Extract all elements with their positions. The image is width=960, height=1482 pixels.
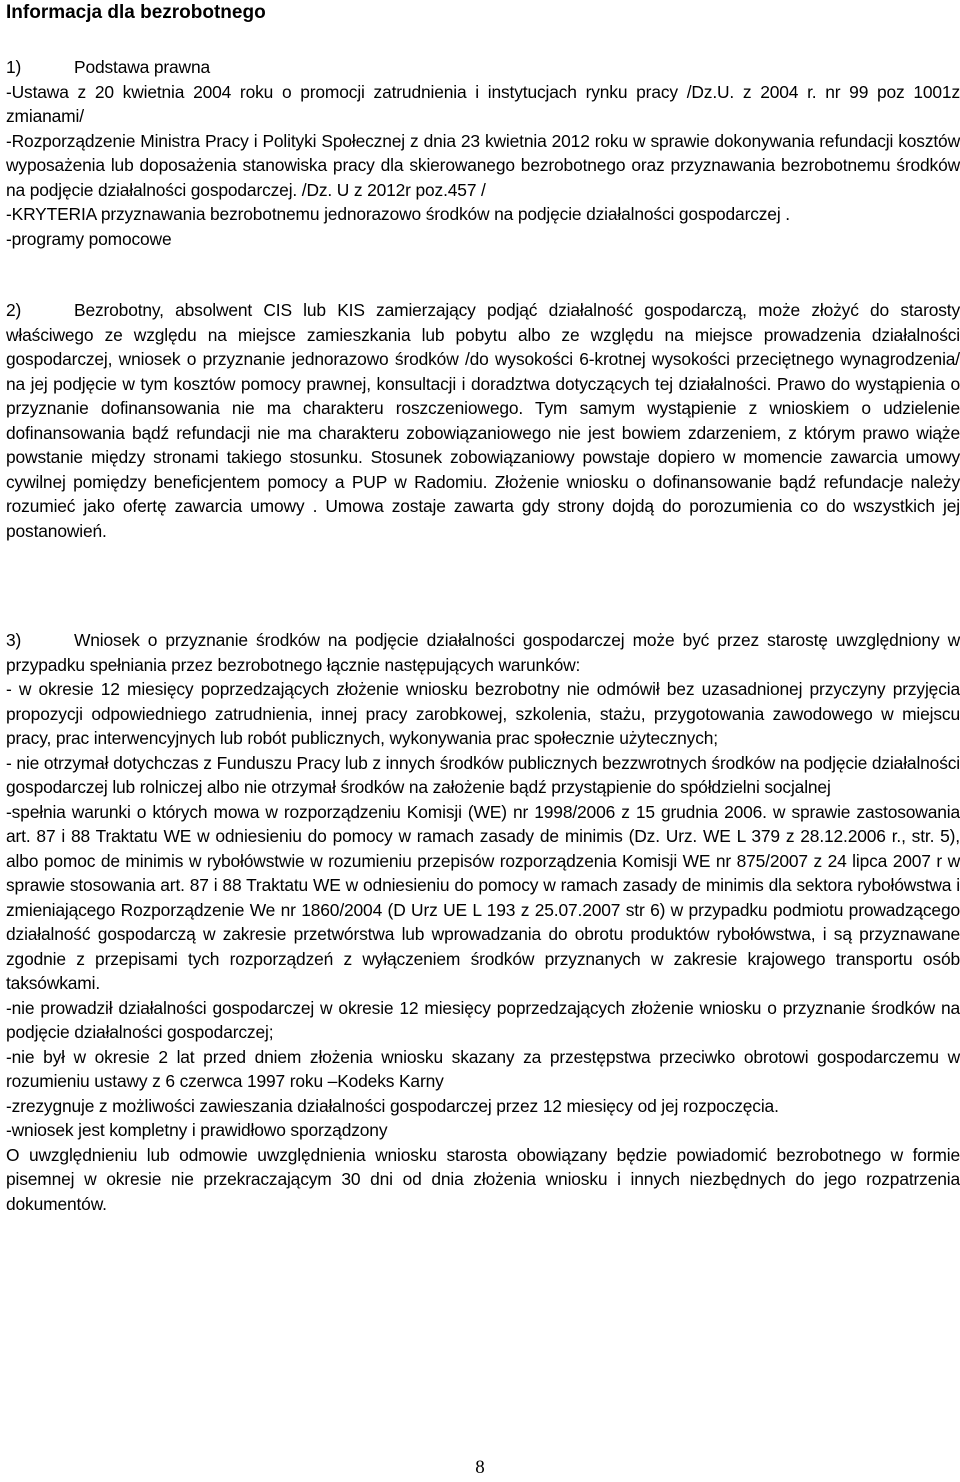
section-2-paragraph	[6, 298, 960, 543]
section-eligibility	[6, 298, 960, 543]
condition-item: -nie prowadził działalności gospodarczej w okresie 12 miesięcy poprzedzających złożenie wniosku o przyznanie środków na podjęcie działalności gospodarczej;	[6, 997, 960, 1042]
section-legal-basis	[6, 55, 960, 251]
section-1-number: 1)	[6, 57, 22, 77]
document-title: Informacja dla bezrobotnego	[6, 2, 266, 23]
section-1-heading-line	[6, 55, 960, 80]
condition-item: - nie otrzymał dotychczas z Funduszu Pracy lub z innych środków publicznych bezzwrotnych środków na podjęcie działalności gospodarczej lub rolniczej albo nie otrzymał środków na założenie bądź przystąpienie do spółdzielni socjalnej	[6, 752, 960, 797]
section-3-number: 3)	[6, 630, 22, 650]
condition-item: -nie był w okresie 2 lat przed dniem złożenia wniosku skazany za przestępstwa przeciwko obrotowi gospodarczemu w rozumieniu ustawy z 6 czerwca 1997 roku –Kodeks Karny	[6, 1046, 960, 1091]
page-number: 8	[475, 1457, 485, 1478]
section-conditions	[6, 628, 960, 1216]
section-2-number: 2)	[6, 300, 22, 320]
legal-basis-item: -KRYTERIA przyznawania bezrobotnemu jednorazowo środków na podjęcie działalności gospodarczej .	[6, 204, 790, 224]
section-3-intro: Wniosek o przyznanie środków na podjęcie działalności gospodarczej może być przez starostę uwzględniony w przypadku spełniania przez bezrobotnego łącznie następujących warunków:	[6, 630, 960, 675]
section-1-heading: Podstawa prawna	[74, 57, 210, 77]
condition-item: -spełnia warunki o których mowa w rozporządzeniu Komisji (WE) nr 1998/2006 z 15 grudnia 2006. w sprawie zastosowania art. 87 i 88 Traktatu WE w odniesieniu do pomocy w ramach zasady de minimis (Dz. Urz. WE L 379 z 28.12.2006 r., str. 5), albo pomoc de minimis w rybołówstwie w rozumieniu przepisów rozporządzenia Komisji WE nr 875/2007 z 24 lipca 2007 r w sprawie stosowania art. 87 i 88 Traktatu WE w odniesieniu do pomocy w ramach zasady de minimis dla sektora rybołówstwa i zmieniającego Rozporządzenie We nr 1860/2004 (D Urz UE L 193 z 25.07.2007 str 6) w przypadku podmiotu prowadzącego działalność gospodarczą w zakresie przetwórstwa lub wprowadzania do obrotu produktów rybołówstwa, i są przyznawane zgodnie z przepisami tych rozporządzeń z wyłączeniem środków przyznanych w zakresie krajowego transportu osób taksówkami.	[6, 801, 960, 993]
closing-paragraph: O uwzględnieniu lub odmowie uwzględnienia wniosku starosta obowiązany będzie powiadomić bezrobotnego w formie pisemnej w okresie nie przekraczającym 30 dni od dnia złożenia wniosku i innych niezbędnych do jego rozpatrzenia dokumentów.	[6, 1144, 960, 1214]
section-3-intro-paragraph	[6, 628, 960, 677]
condition-item: -zrezygnuje z możliwości zawieszania działalności gospodarczej przez 12 miesięcy od jej rozpoczęcia.	[6, 1095, 779, 1116]
condition-item: - w okresie 12 miesięcy poprzedzających złożenie wniosku bezrobotny nie odmówił bez uzasadnionej przyczyny przyjęcia propozycji odpowiedniego zatrudnienia, innej pracy zarobkowej, szkolenia, stażu, przygotowania zawodowego w miejscu pracy, prac interwencyjnych lub robót publicznych, wykonywania prac społecznie użytecznych;	[6, 679, 960, 748]
condition-item: -wniosek jest kompletny i prawidłowo sporządzony	[6, 1120, 388, 1140]
section-2-text: Bezrobotny, absolwent CIS lub KIS zamierzający podjąć działalność gospodarczą, może złożyć do starosty właściwego ze względu na miejsce zamieszkania lub pobytu albo ze względu na miejsce prowadzenia działalności gospodarczej, wniosek o przyznanie jednorazowo środków /do wysokości 6-krotnej wysokości przeciętnego wynagrodzenia/ na jej podjęcie w tym kosztów pomocy prawnej, konsultacji i doradztwa dotyczących tej działalności. Prawo do wystąpienia o przyznanie dofinansowania nie ma charakteru roszczeniowego. Tym samym wystąpienie z wnioskiem o udzielenie dofinansowania bądź refundacji nie ma charakteru zobowiązaniowego nie jest bowiem zdarzeniem, z którym prawo wiąże powstanie między stronami takiego stosunku. Stosunek zobowiązaniowy powstaje dopiero w momencie zawarcia umowy cywilnej pomiędzy beneficjentem pomocy a PUP w Radomiu. Złożenie wniosku o dofinansowanie bądź refundacje należy rozumieć jako ofertę zawarcia umowy . Umowa zostaje zawarta gdy strony dojdą do porozumienia co do wszystkich jej postanowień.	[6, 300, 960, 541]
legal-basis-item: -Ustawa z 20 kwietnia 2004 roku o promocji zatrudnienia i instytucjach rynku pracy /Dz.U. z 2004 r. nr 99 poz 1001z zmianami/	[6, 81, 960, 126]
legal-basis-item: -programy pomocowe	[6, 228, 172, 249]
legal-basis-item: -Rozporządzenie Ministra Pracy i Polityki Społecznej z dnia 23 kwietnia 2012 roku w sprawie dokonywania refundacji kosztów wyposażenia lub doposażenia stanowiska pracy dla skierowanego bezrobotnego oraz przyznawania bezrobotnemu środków na podjęcie działalności gospodarczej. /Dz. U z 2012r poz.457 /	[6, 130, 960, 200]
